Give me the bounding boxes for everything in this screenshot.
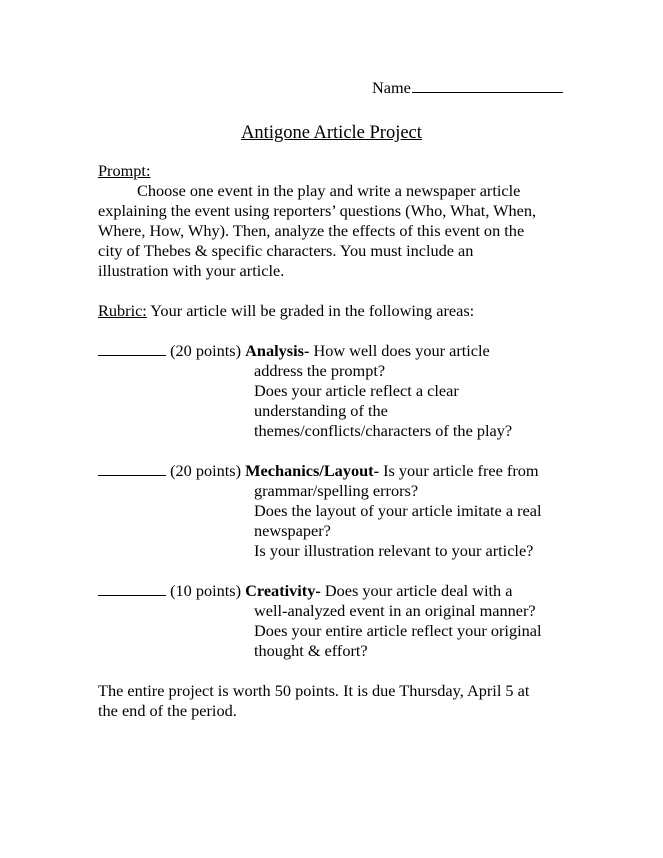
rubric-intro-text: Your article will be graded in the following areas: <box>146 301 475 320</box>
rubric-label: Rubric: <box>98 301 147 320</box>
score-blank <box>98 341 166 356</box>
rubric-line: thought & effort? <box>254 641 368 660</box>
name-field <box>372 78 563 98</box>
rubric-question: Does your article deal with a <box>320 581 513 600</box>
prompt-line: illustration with your article. <box>98 261 285 280</box>
score-blank <box>98 581 166 596</box>
score-blank <box>98 461 166 476</box>
rubric-category: Analysis- <box>245 341 310 360</box>
rubric-line: understanding of the <box>254 401 388 420</box>
rubric-category: Mechanics/Layout- <box>245 461 379 480</box>
rubric-points: (10 points) <box>166 581 246 600</box>
rubric-item-mechanics <box>98 461 539 481</box>
rubric-line: address the prompt? <box>254 361 386 380</box>
page-title-text: Antigone Article Project <box>241 123 422 143</box>
prompt-label: Prompt: <box>98 161 151 180</box>
prompt-line: Where, How, Why). Then, analyze the effects of this event on the <box>98 221 525 240</box>
rubric-line: Does the layout of your article imitate a real <box>254 501 542 520</box>
page-title <box>0 122 663 144</box>
prompt-line: explaining the event using reporters’ questions (Who, What, When, <box>98 201 537 220</box>
rubric-question: Is your article free from <box>379 461 539 480</box>
name-blank-line <box>412 78 563 93</box>
rubric-line: well-analyzed event in an original manner? <box>254 601 536 620</box>
rubric-line: grammar/spelling errors? <box>254 481 419 500</box>
rubric-item-analysis <box>98 341 490 361</box>
prompt-line: city of Thebes & specific characters. You must include an <box>98 241 474 260</box>
rubric-line: Does your article reflect a clear <box>254 381 459 400</box>
rubric-question: How well does your article <box>309 341 490 360</box>
rubric-line: Is your illustration relevant to your article? <box>254 541 534 560</box>
rubric-points: (20 points) <box>166 461 246 480</box>
name-label: Name <box>372 78 411 97</box>
rubric-line: newspaper? <box>254 521 331 540</box>
rubric-category: Creativity- <box>245 581 321 600</box>
rubric-item-creativity <box>98 581 512 601</box>
rubric-intro <box>98 301 474 321</box>
footer-line: the end of the period. <box>98 701 237 720</box>
rubric-points: (20 points) <box>166 341 246 360</box>
rubric-line: Does your entire article reflect your original <box>254 621 542 640</box>
footer-line: The entire project is worth 50 points. It is due Thursday, April 5 at <box>98 681 530 700</box>
rubric-line: themes/conflicts/characters of the play? <box>254 421 513 440</box>
prompt-line: Choose one event in the play and write a newspaper article <box>137 181 521 200</box>
